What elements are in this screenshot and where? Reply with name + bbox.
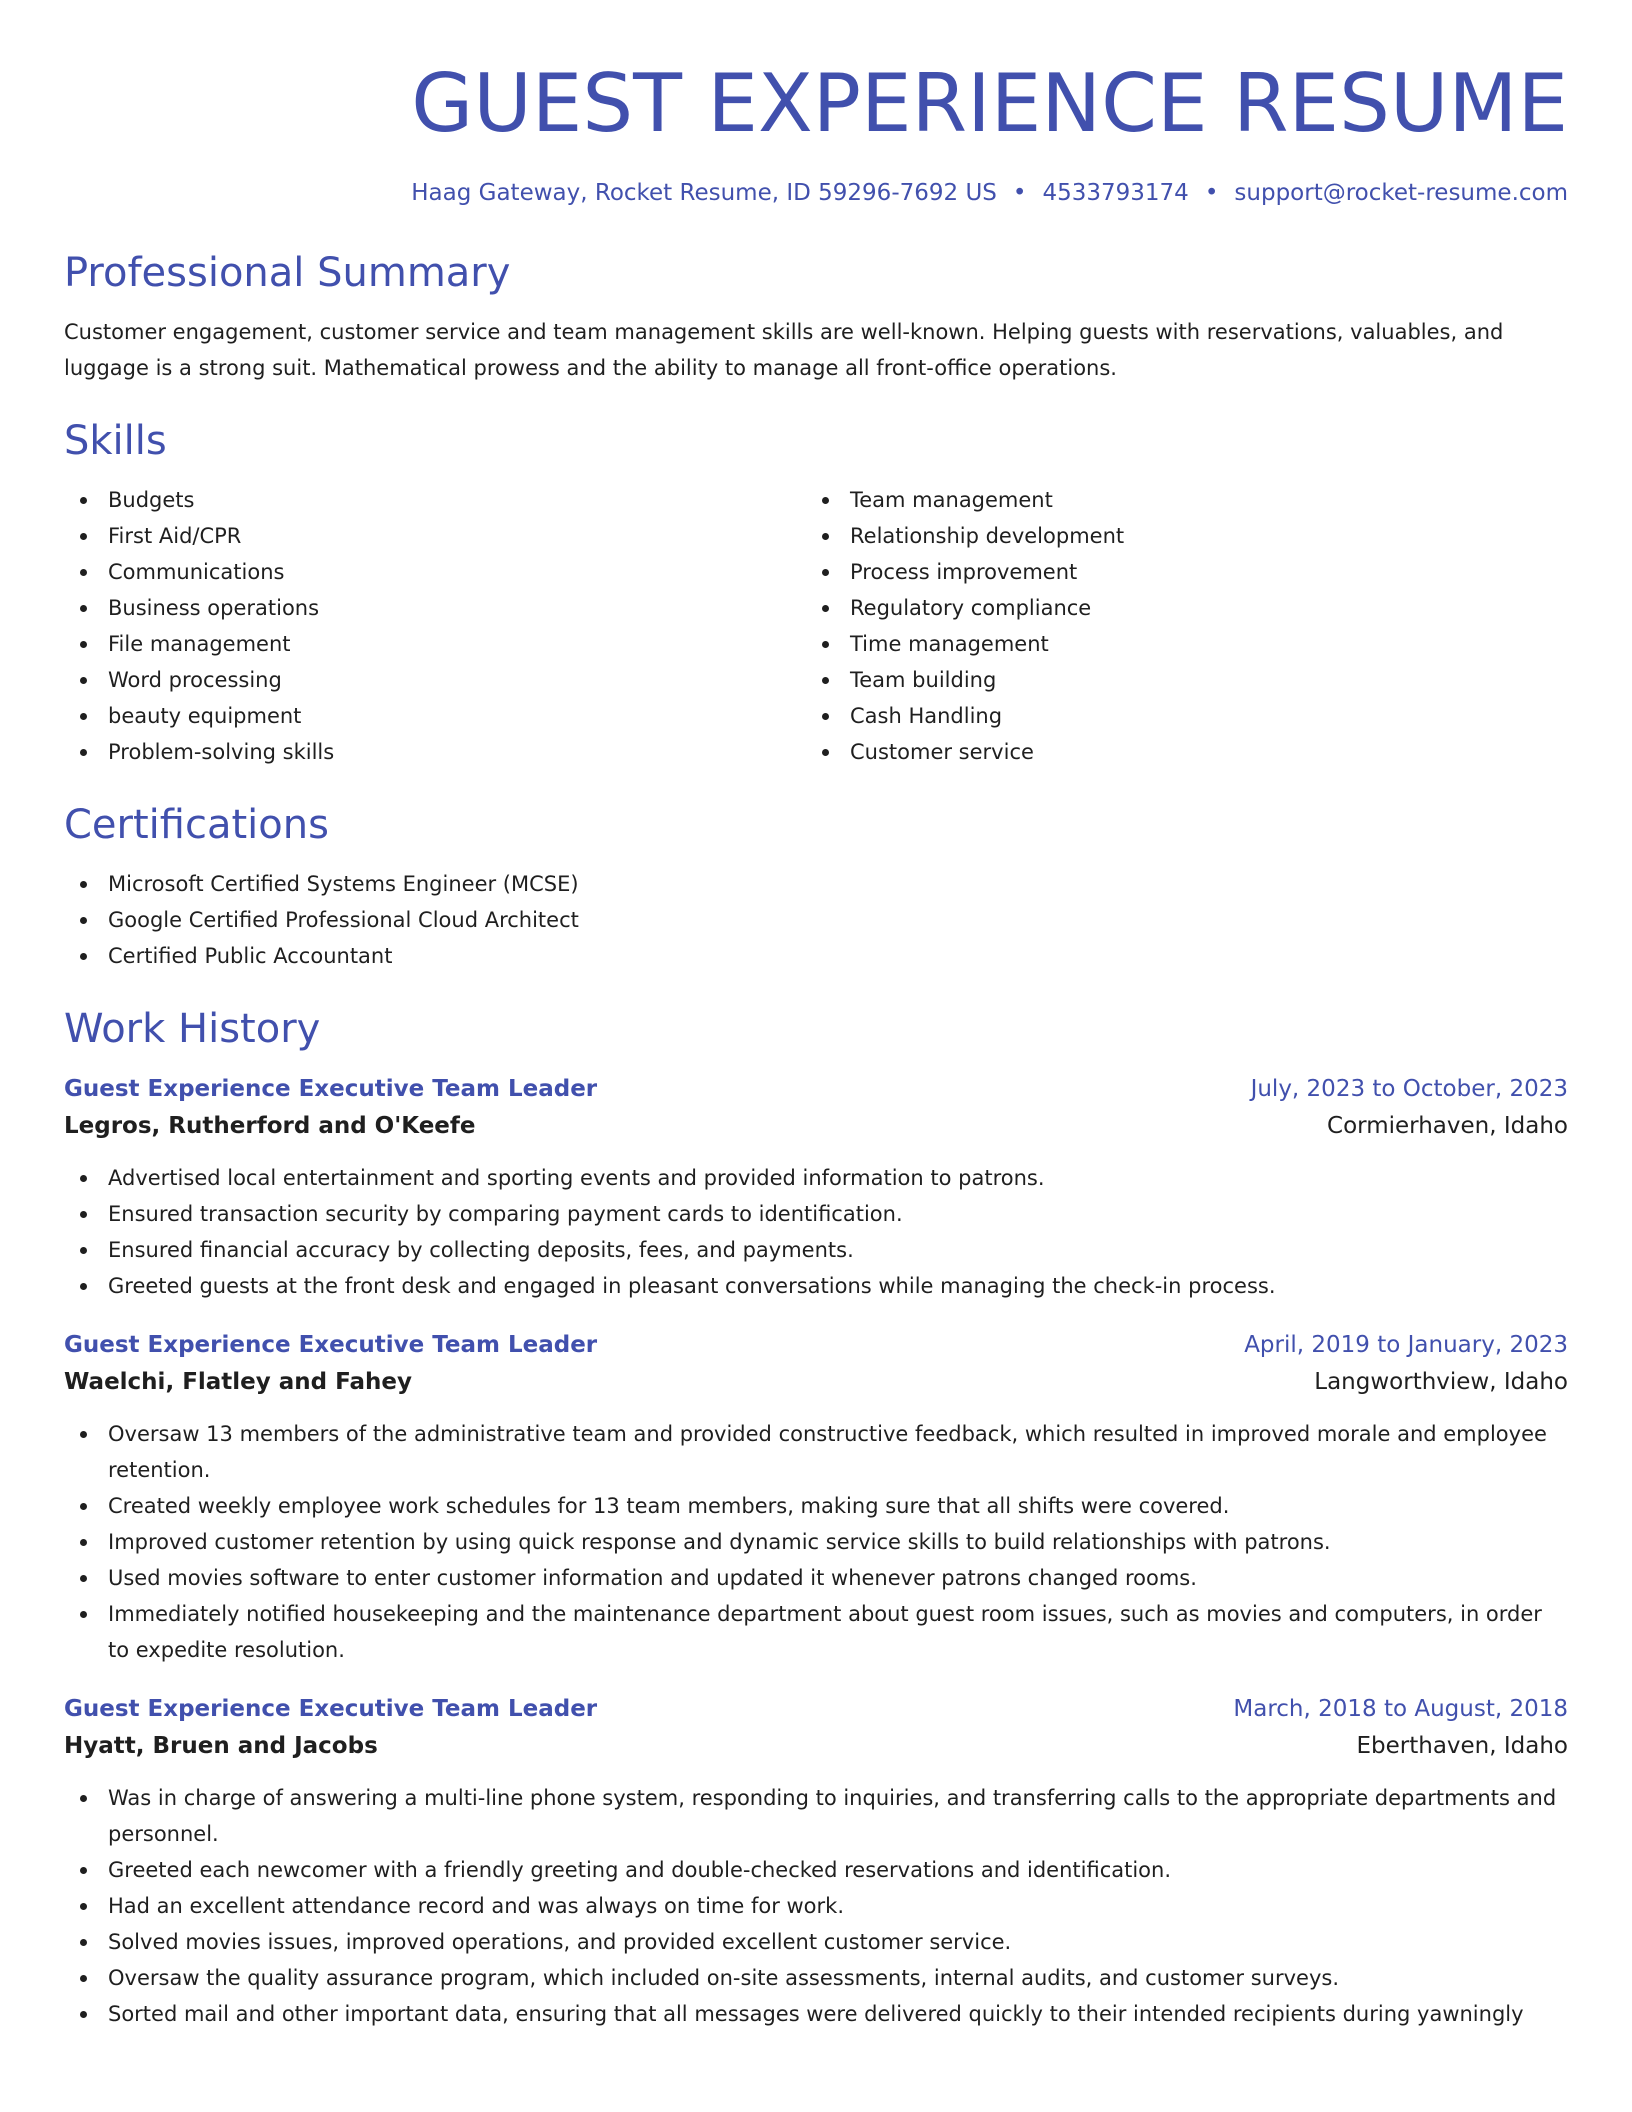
job-location: Eberthaven, Idaho xyxy=(1356,1733,1568,1759)
job-entry xyxy=(64,1328,1568,1668)
summary-heading: Professional Summary xyxy=(64,250,511,296)
skills-heading: Skills xyxy=(64,418,167,464)
job-bullet: Solved movies issues, improved operations, and provided excellent customer service. xyxy=(64,1924,1568,1960)
skill-item: First Aid/CPR xyxy=(64,518,806,554)
skill-item: Budgets xyxy=(64,482,806,518)
certifications-list xyxy=(64,866,1568,974)
skill-item: Process improvement xyxy=(806,554,1548,590)
job-bullet: Improved customer retention by using quick response and dynamic service skills to build relationships with patrons. xyxy=(64,1524,1568,1560)
job-company: Hyatt, Bruen and Jacobs xyxy=(64,1733,378,1759)
skills-section xyxy=(64,416,1568,770)
contact-phone: 4533793174 xyxy=(1042,180,1189,206)
job-bullet: Greeted guests at the front desk and engaged in pleasant conversations while managing the check-in process. xyxy=(64,1268,1568,1304)
skills-list-right xyxy=(806,482,1548,770)
certifications-heading: Certifications xyxy=(64,802,329,848)
job-bullet: Greeted each newcomer with a friendly greeting and double-checked reservations and identification. xyxy=(64,1852,1568,1888)
certification-item: Google Certified Professional Cloud Architect xyxy=(64,902,1568,938)
job-company-row xyxy=(64,1726,1568,1766)
job-bullet: Was in charge of answering a multi-line phone system, responding to inquiries, and transferring calls to the appropriate departments and personnel. xyxy=(64,1780,1568,1852)
job-header-row xyxy=(64,1328,1568,1362)
job-bullets xyxy=(64,1416,1568,1668)
job-company: Waelchi, Flatley and Fahey xyxy=(64,1369,412,1395)
job-bullet: Oversaw the quality assurance program, which included on-site assessments, internal audits, and customer surveys. xyxy=(64,1960,1568,1996)
job-dates: July, 2023 to October, 2023 xyxy=(1250,1076,1568,1102)
skill-item: Regulatory compliance xyxy=(806,590,1548,626)
job-bullet: Immediately notified housekeeping and the maintenance department about guest room issues, such as movies and computers, in order to expedite resolution. xyxy=(64,1596,1568,1668)
job-bullet: Sorted mail and other important data, ensuring that all messages were delivered quickly to their intended recipients during yawningly xyxy=(64,1996,1568,2032)
skill-item: Team building xyxy=(806,662,1548,698)
skills-list-left xyxy=(64,482,806,770)
resume-page xyxy=(64,0,1568,2032)
skills-column-left xyxy=(64,482,806,770)
resume-title: GUEST EXPERIENCE RESUME xyxy=(411,57,1568,150)
skill-item: Cash Handling xyxy=(806,698,1548,734)
job-bullet: Ensured financial accuracy by collecting deposits, fees, and payments. xyxy=(64,1232,1568,1268)
job-location: Cormierhaven, Idaho xyxy=(1327,1113,1568,1139)
job-bullet: Ensured transaction security by comparing payment cards to identification. xyxy=(64,1196,1568,1232)
job-bullets xyxy=(64,1780,1568,2032)
summary-section xyxy=(64,248,1568,386)
skill-item: Word processing xyxy=(64,662,806,698)
certifications-section xyxy=(64,800,1568,974)
job-bullet: Had an excellent attendance record and was always on time for work. xyxy=(64,1888,1568,1924)
job-bullet: Created weekly employee work schedules for 13 team members, making sure that all shifts were covered. xyxy=(64,1488,1568,1524)
job-title: Guest Experience Executive Team Leader xyxy=(64,1696,598,1722)
skill-item: Communications xyxy=(64,554,806,590)
contact-separator: • xyxy=(1012,180,1027,206)
skill-item: Customer service xyxy=(806,734,1548,770)
job-header-row xyxy=(64,1692,1568,1726)
job-bullet: Used movies software to enter customer information and updated it whenever patrons changed rooms. xyxy=(64,1560,1568,1596)
job-entry xyxy=(64,1692,1568,2032)
job-bullet: Advertised local entertainment and sporting events and provided information to patrons. xyxy=(64,1160,1568,1196)
skill-item: Relationship development xyxy=(806,518,1548,554)
job-title: Guest Experience Executive Team Leader xyxy=(64,1332,598,1358)
contact-address: Haag Gateway, Rocket Resume, ID 59296-7692 US xyxy=(411,180,997,206)
skill-item: beauty equipment xyxy=(64,698,806,734)
skill-item: Time management xyxy=(806,626,1548,662)
skill-item: Business operations xyxy=(64,590,806,626)
job-dates: March, 2018 to August, 2018 xyxy=(1233,1696,1568,1722)
job-title: Guest Experience Executive Team Leader xyxy=(64,1076,598,1102)
work-history-section xyxy=(64,1004,1568,2032)
job-header-row xyxy=(64,1072,1568,1106)
job-dates: April, 2019 to January, 2023 xyxy=(1244,1332,1568,1358)
certification-item: Microsoft Certified Systems Engineer (MCSE) xyxy=(64,866,1568,902)
skill-item: Team management xyxy=(806,482,1548,518)
job-bullets xyxy=(64,1160,1568,1304)
work-history-heading: Work History xyxy=(64,1006,321,1052)
job-entry xyxy=(64,1072,1568,1304)
skills-column-right xyxy=(806,482,1548,770)
job-bullet: Oversaw 13 members of the administrative team and provided constructive feedback, which resulted in improved morale and employee retention. xyxy=(64,1416,1568,1488)
contact-line xyxy=(64,178,1568,208)
certification-item: Certified Public Accountant xyxy=(64,938,1568,974)
skill-item: File management xyxy=(64,626,806,662)
contact-separator: • xyxy=(1204,180,1219,206)
job-company-row xyxy=(64,1106,1568,1146)
summary-text: Customer engagement, customer service and team management skills are well-known. Helping guests with reservations, valuables, and luggage is a strong suit. Mathematical prowess and the ability to manage all front-office operations. xyxy=(64,320,1504,380)
skills-grid xyxy=(64,482,1568,770)
job-company: Legros, Rutherford and O'Keefe xyxy=(64,1113,476,1139)
contact-email: support@rocket-resume.com xyxy=(1234,180,1568,206)
skill-item: Problem-solving skills xyxy=(64,734,806,770)
job-company-row xyxy=(64,1362,1568,1402)
job-location: Langworthview, Idaho xyxy=(1314,1369,1568,1395)
